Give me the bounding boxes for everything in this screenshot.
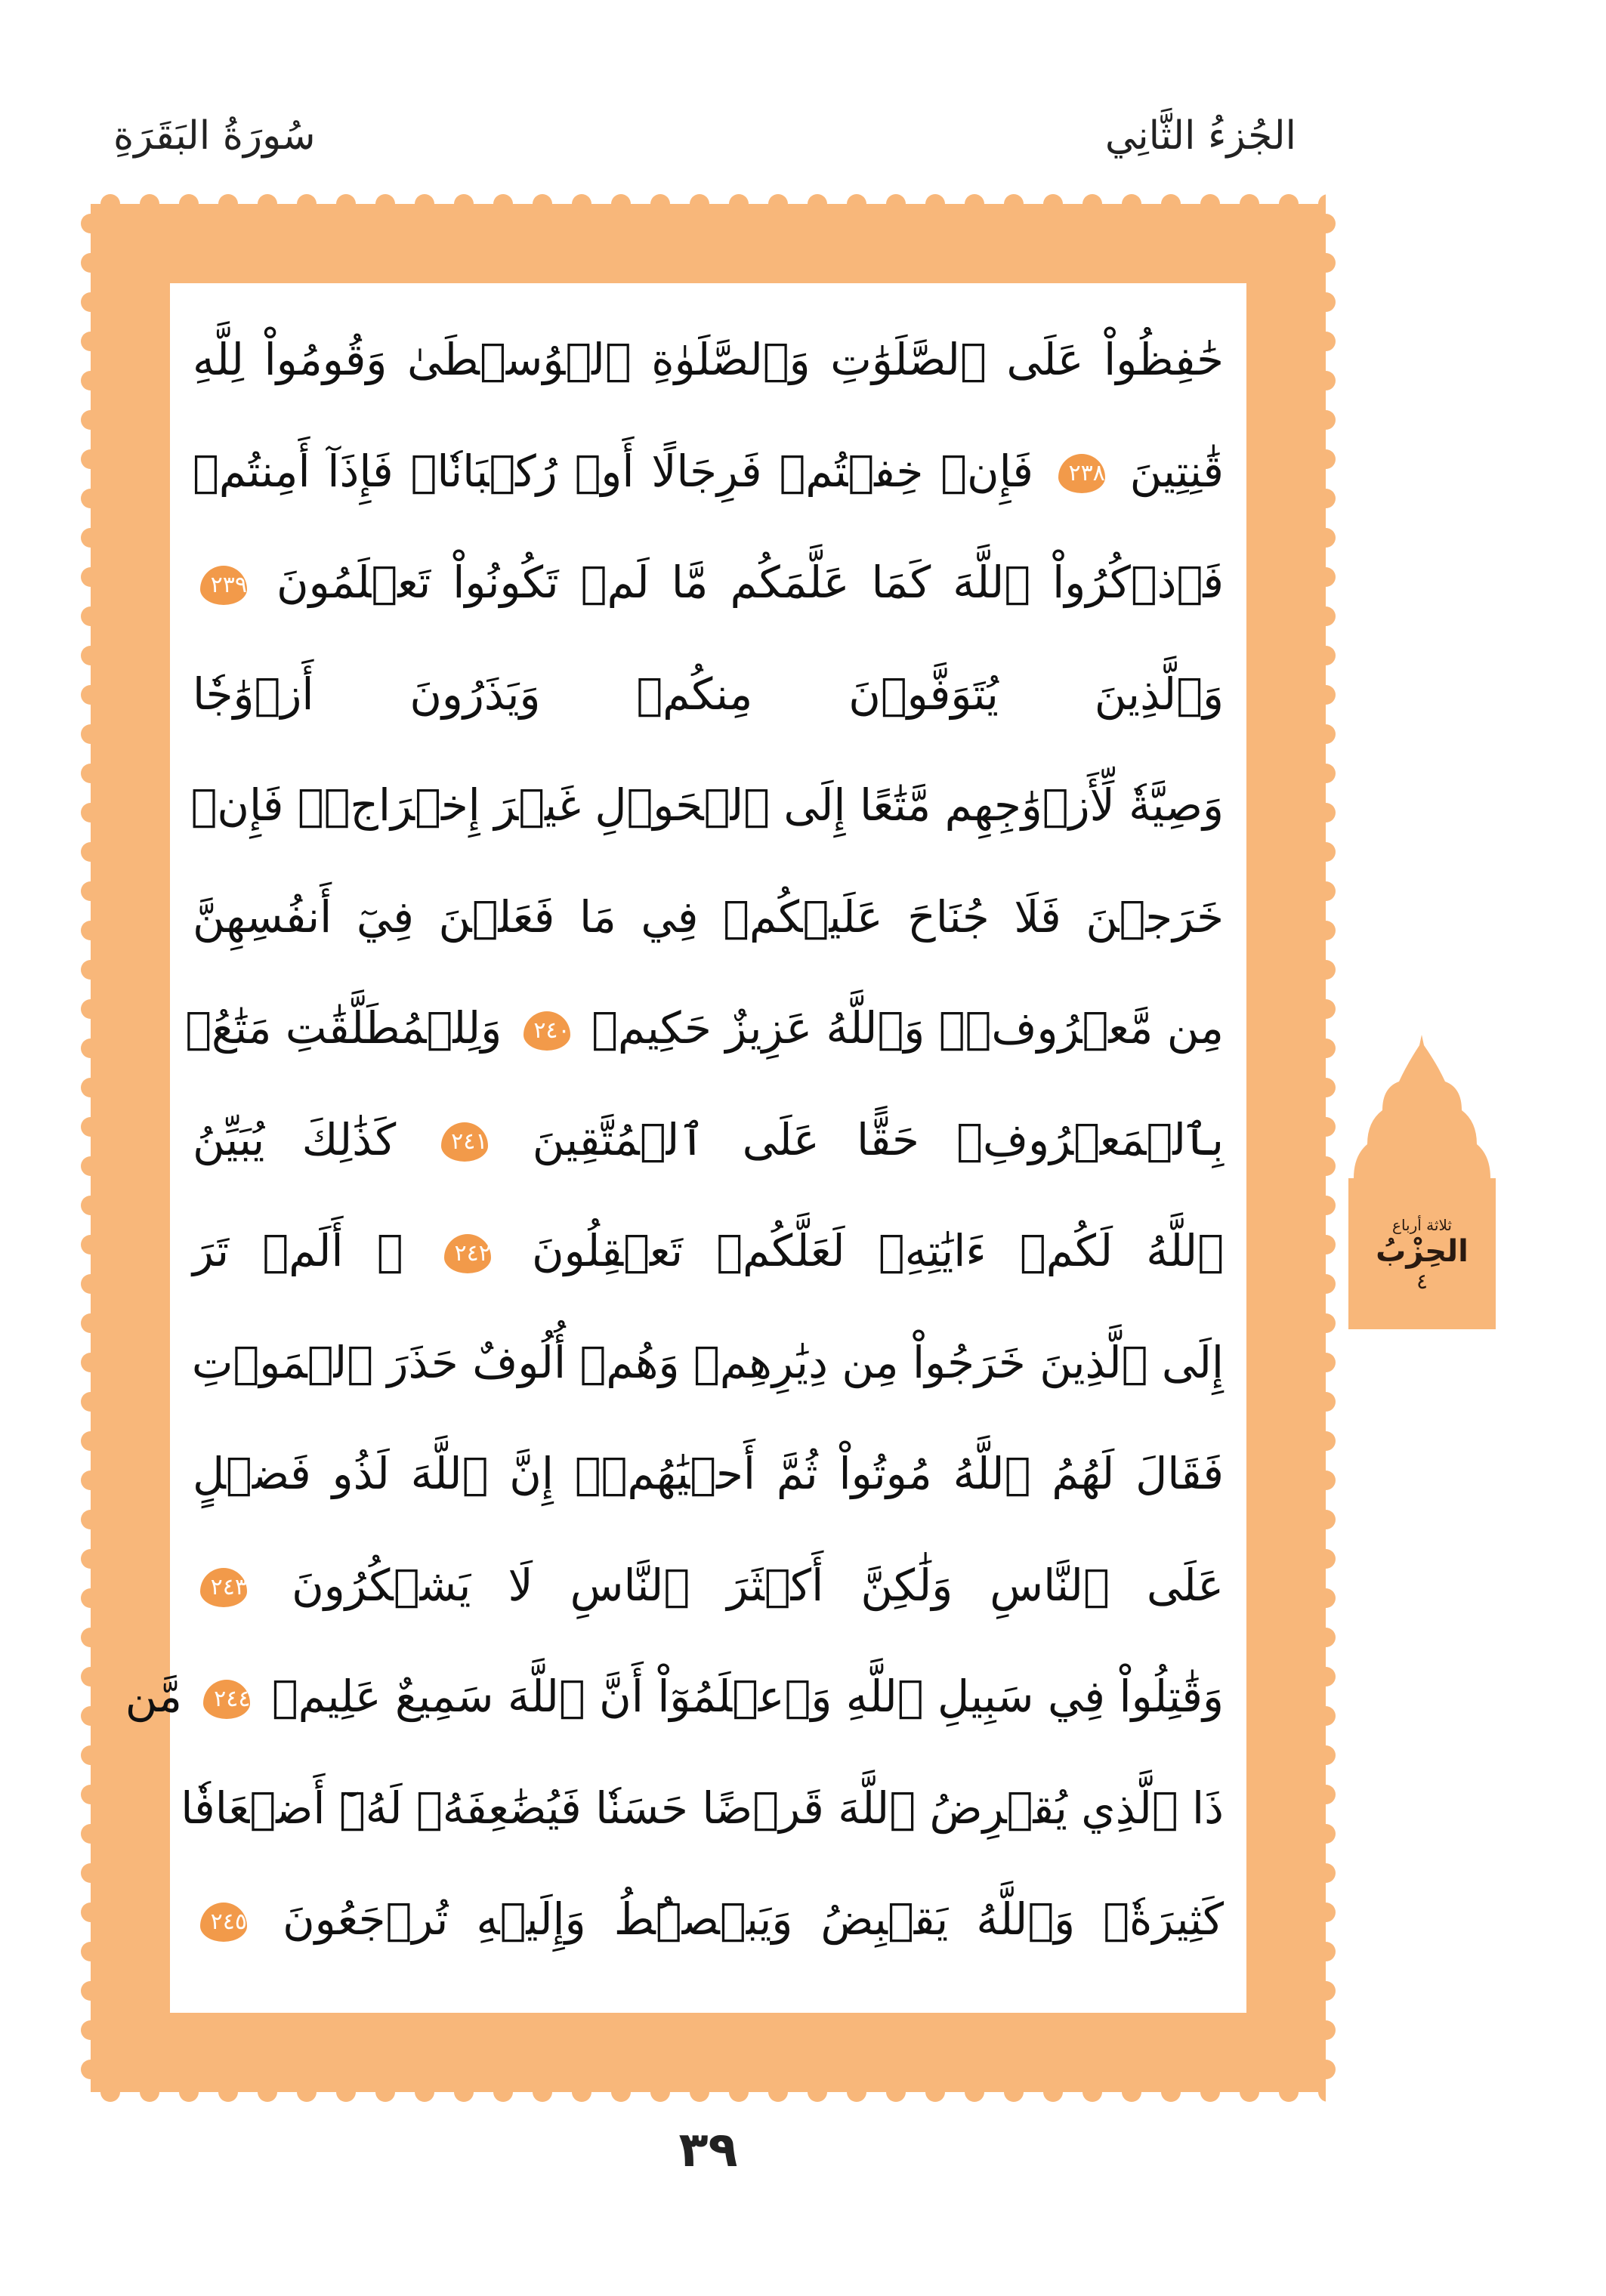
- text-line: [170, 527, 1246, 639]
- line-text-before-marker: كَثِيرَةٗۚ وَٱللَّهُ يَقۡبِضُ وَيَبۡصُۜطُ وَإِلَيۡهِ تُرۡجَعُونَ: [283, 1893, 1225, 1945]
- text-line: [170, 1307, 1246, 1419]
- text-line: [170, 1753, 1246, 1865]
- line-text: فَقَالَ لَهُمُ ٱللَّهُ مُوتُواْ ثُمَّ أَحۡيَٰهُمۡۚ إِنَّ ٱللَّهَ لَذُو فَضۡلٍ: [193, 1448, 1224, 1499]
- line-text: ذَا ٱلَّذِي يُقۡرِضُ ٱللَّهَ قَرۡضًا حَسَنٗا فَيُضَٰعِفَهُۥ لَهُۥٓ أَضۡعَافٗا: [181, 1782, 1224, 1834]
- line-text-before-marker: وَقَٰتِلُواْ فِي سَبِيلِ ٱللَّهِ وَٱعۡلَمُوٓاْ أَنَّ ٱللَّهَ سَمِيعٌ عَلِيمٞ: [271, 1671, 1224, 1722]
- line-text-before-marker: مِن مَّعۡرُوفٖۗ وَٱللَّهُ عَزِيزٌ حَكِيمٞ: [591, 1002, 1224, 1054]
- page-number: ٣٩: [678, 2122, 738, 2178]
- line-text: حَٰفِظُواْ عَلَى ٱلصَّلَوَٰتِ وَٱلصَّلَوٰةِ ٱلۡوُسۡطَىٰ وَقُومُواْ لِلَّهِ: [193, 334, 1224, 385]
- text-line: [170, 1418, 1246, 1530]
- line-text: خَرَجۡنَ فَلَا جُنَاحَ عَلَيۡكُمۡ فِي مَا فَعَلۡنَ فِيٓ أَنفُسِهِنَّ: [193, 890, 1224, 943]
- line-text-after-marker: مَّن: [125, 1671, 182, 1722]
- text-line: [170, 639, 1246, 751]
- text-line: [170, 973, 1246, 1085]
- line-text: وَصِيَّةٗ لِّأَزۡوَٰجِهِم مَّتَٰعًا إِلَى ٱلۡحَوۡلِ غَيۡرَ إِخۡرَاجٖۚ فَإِنۡ: [190, 779, 1224, 831]
- frame-scallop-left: [81, 204, 100, 2092]
- hizb-marker: [1352, 1216, 1492, 1294]
- frame-scallop-bottom: [91, 2082, 1326, 2102]
- line-text-before-marker: ٱللَّهُ لَكُمۡ ءَايَٰتِهِۦ لَعَلَّكُمۡ تَعۡقِلُونَ: [532, 1225, 1225, 1276]
- verse-number-marker: ٢٤٣: [200, 1568, 247, 1607]
- text-line: [170, 416, 1246, 528]
- line-text: وَٱلَّذِينَ يُتَوَفَّوۡنَ مِنكُمۡ وَيَذَرُونَ أَزۡوَٰجٗا: [193, 668, 1224, 720]
- surah-title: سُورَةُ البَقَرَةِ: [113, 113, 316, 159]
- frame-scallop-right: [1316, 204, 1336, 2092]
- text-line: [170, 1530, 1246, 1642]
- verse-number-marker: ٢٤١: [441, 1122, 488, 1162]
- verse-number-marker: ٢٤٥: [200, 1903, 247, 1942]
- text-line: [170, 862, 1246, 974]
- line-text-after-marker: وَلِلۡمُطَلَّقَٰتِ مَتَٰعُۢ: [185, 1002, 502, 1054]
- text-line: [170, 1196, 1246, 1307]
- verse-number-marker: ٢٤٢: [444, 1234, 491, 1273]
- verse-number-marker: ٢٤٠: [523, 1011, 570, 1051]
- hizb-quarter-label: ثلاثة أرباع: [1392, 1216, 1452, 1234]
- text-line: [170, 750, 1246, 862]
- text-line: [170, 1864, 1246, 1976]
- verse-number-marker: ٢٤٤: [203, 1680, 250, 1719]
- line-text-before-marker: فَٱذۡكُرُواْ ٱللَّهَ كَمَا عَلَّمَكُم مَّا لَمۡ تَكُونُواْ تَعۡلَمُونَ: [276, 557, 1225, 608]
- juz-title: الجُزءُ الثَّانِي: [1104, 113, 1296, 159]
- hizb-number: ٤: [1416, 1269, 1428, 1294]
- line-text-before-marker: قَٰنِتِينَ: [1129, 445, 1224, 497]
- page-frame: [91, 204, 1326, 2092]
- line-text-before-marker: عَلَى ٱلنَّاسِ وَلَٰكِنَّ أَكۡثَرَ ٱلنَّاسِ لَا يَشۡكُرُونَ: [292, 1559, 1224, 1611]
- line-text-after-marker: ۞ أَلَمۡ تَرَ: [193, 1225, 403, 1276]
- line-text-after-marker: كَذَٰلِكَ يُبَيِّنُ: [193, 1113, 397, 1165]
- text-lines: [125, 304, 1246, 1998]
- text-line: [125, 1641, 1246, 1753]
- verse-number-marker: ٢٣٩: [200, 566, 247, 605]
- text-line: [170, 304, 1246, 416]
- text-panel: [125, 283, 1246, 2013]
- line-text-before-marker: بِٱلۡمَعۡرُوفِۖ حَقًّا عَلَى ٱلۡمُتَّقِينَ: [532, 1113, 1225, 1165]
- text-line: [170, 1085, 1246, 1196]
- hizb-label: الحِزْبُ: [1376, 1234, 1469, 1269]
- line-text-after-marker: فَإِنۡ خِفۡتُمۡ فَرِجَالًا أَوۡ رُكۡبَانٗاۖ فَإِذَآ أَمِنتُمۡ: [193, 445, 1033, 497]
- verse-number-marker: ٢٣٨: [1058, 454, 1105, 493]
- line-text: إِلَى ٱلَّذِينَ خَرَجُواْ مِن دِيَٰرِهِمۡ وَهُمۡ أُلُوفٌ حَذَرَ ٱلۡمَوۡتِ: [191, 1336, 1224, 1388]
- frame-scallop-top: [91, 194, 1326, 214]
